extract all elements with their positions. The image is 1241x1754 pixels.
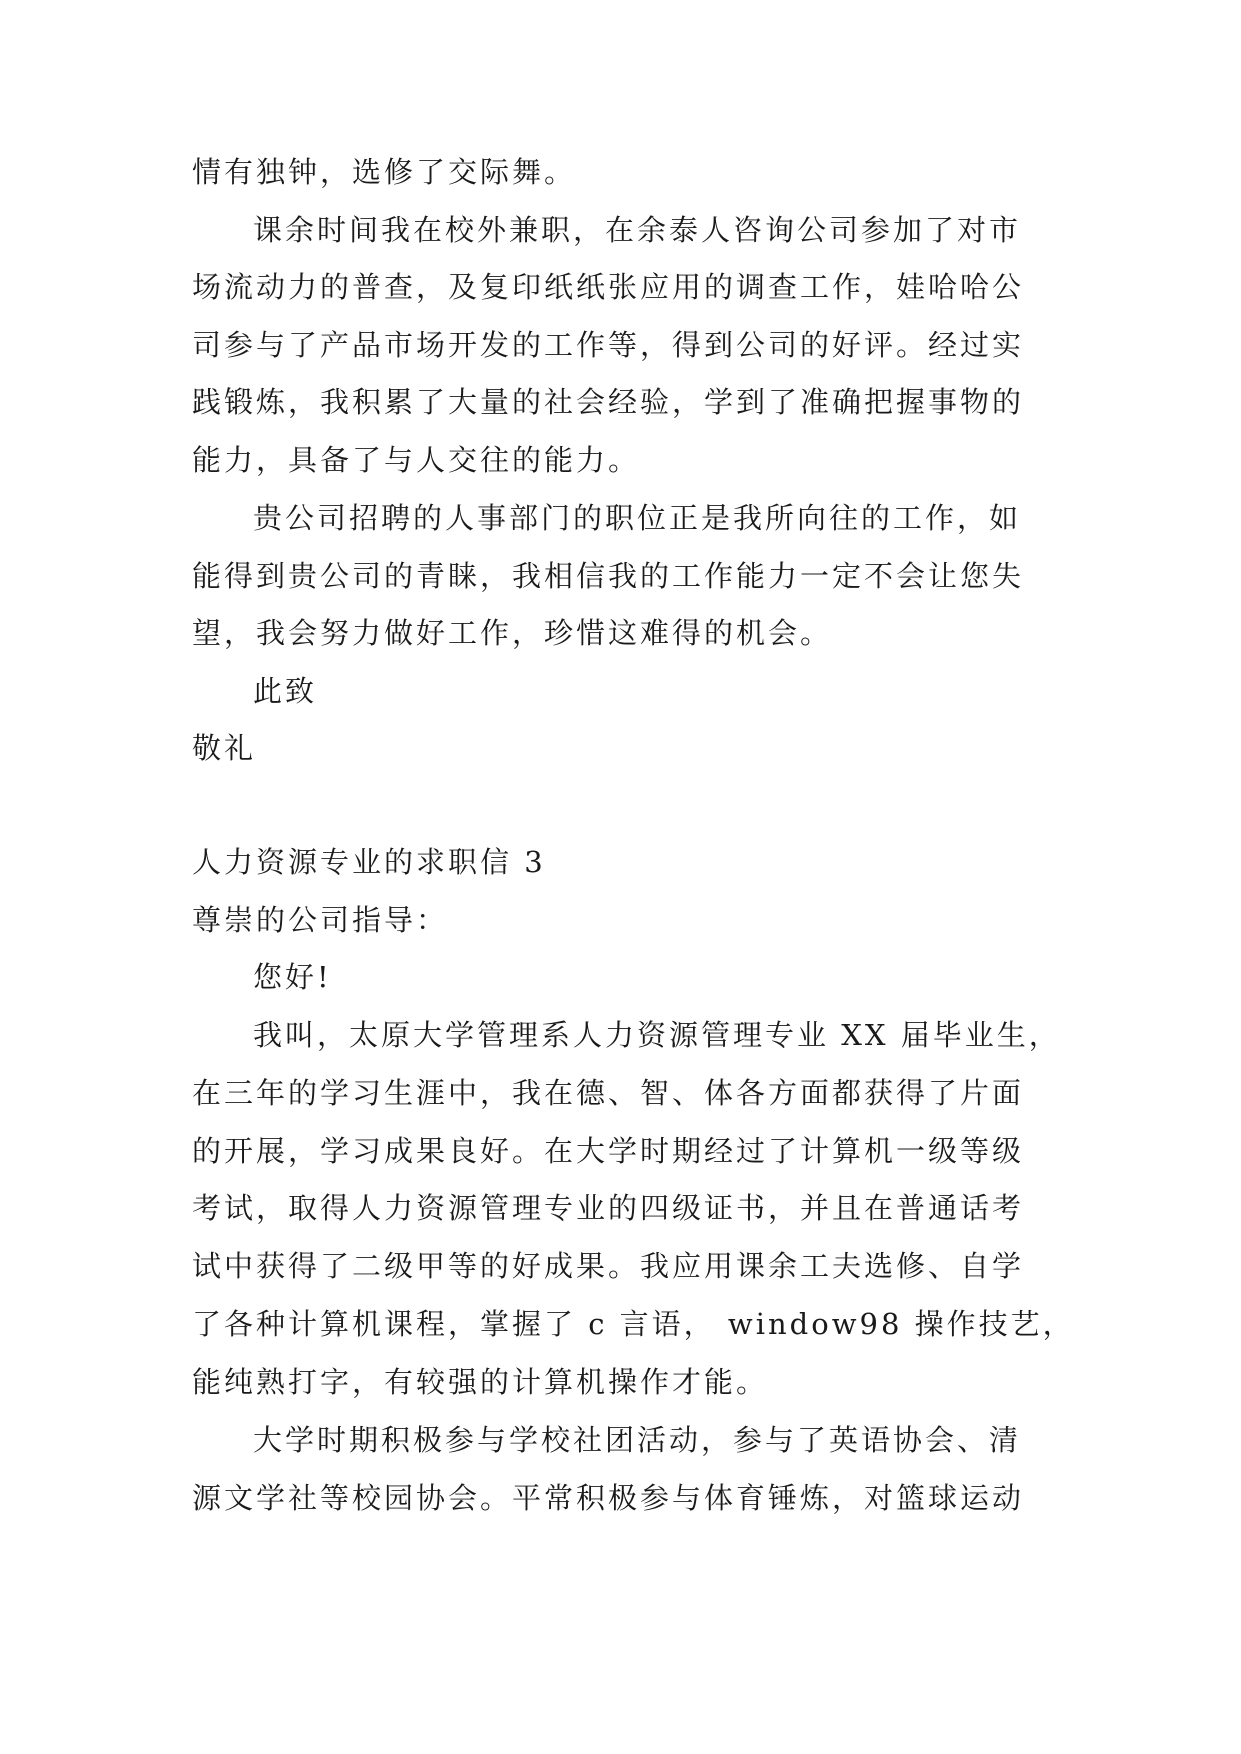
text-line: 在三年的学习生涯中，我在德、智、体各方面都获得了片面	[192, 1076, 1025, 1110]
text-line: 情有独钟，选修了交际舞。	[192, 155, 577, 189]
text-line: 试中获得了二级甲等的好成果。我应用课余工夫选修、自学	[192, 1249, 1025, 1283]
text-line: 了各种计算机课程，掌握了 c 言语， window98 操作技艺，	[192, 1307, 1075, 1341]
text-line: 场流动力的普查，及复印纸纸张应用的调查工作，娃哈哈公	[192, 270, 1025, 304]
closing-salutation: 此致	[253, 674, 318, 708]
text-line: 贵公司招聘的人事部门的职位正是我所向往的工作，如	[253, 501, 1022, 535]
greeting-hello: 您好!	[253, 960, 332, 994]
text-line: 能纯熟打字，有较强的计算机操作才能。	[192, 1365, 769, 1399]
text-line: 能力，具备了与人交往的能力。	[192, 443, 641, 477]
closing-regards: 敬礼	[192, 731, 257, 765]
greeting: 尊崇的公司指导：	[192, 903, 449, 937]
text-line: 考试，取得人力资源管理专业的四级证书，并且在普通话考	[192, 1191, 1025, 1225]
text-line: 课余时间我在校外兼职，在余泰人咨询公司参加了对市	[253, 213, 1022, 247]
text-line: 的开展，学习成果良好。在大学时期经过了计算机一级等级	[192, 1134, 1025, 1168]
text-line: 望，我会努力做好工作，珍惜这难得的机会。	[192, 616, 833, 650]
section-title: 人力资源专业的求职信 3	[192, 845, 546, 879]
text-line: 践锻炼，我积累了大量的社会经验，学到了准确把握事物的	[192, 385, 1025, 419]
text-line: 大学时期积极参与学校社团活动，参与了英语协会、清	[253, 1423, 1022, 1457]
text-line: 源文学社等校园协会。平常积极参与体育锤炼，对篮球运动	[192, 1481, 1025, 1515]
text-line: 能得到贵公司的青睐，我相信我的工作能力一定不会让您失	[192, 559, 1025, 593]
text-line: 我叫，太原大学管理系人力资源管理专业 XX 届毕业生，	[253, 1018, 1061, 1052]
text-line: 司参与了产品市场开发的工作等，得到公司的好评。经过实	[192, 328, 1025, 362]
